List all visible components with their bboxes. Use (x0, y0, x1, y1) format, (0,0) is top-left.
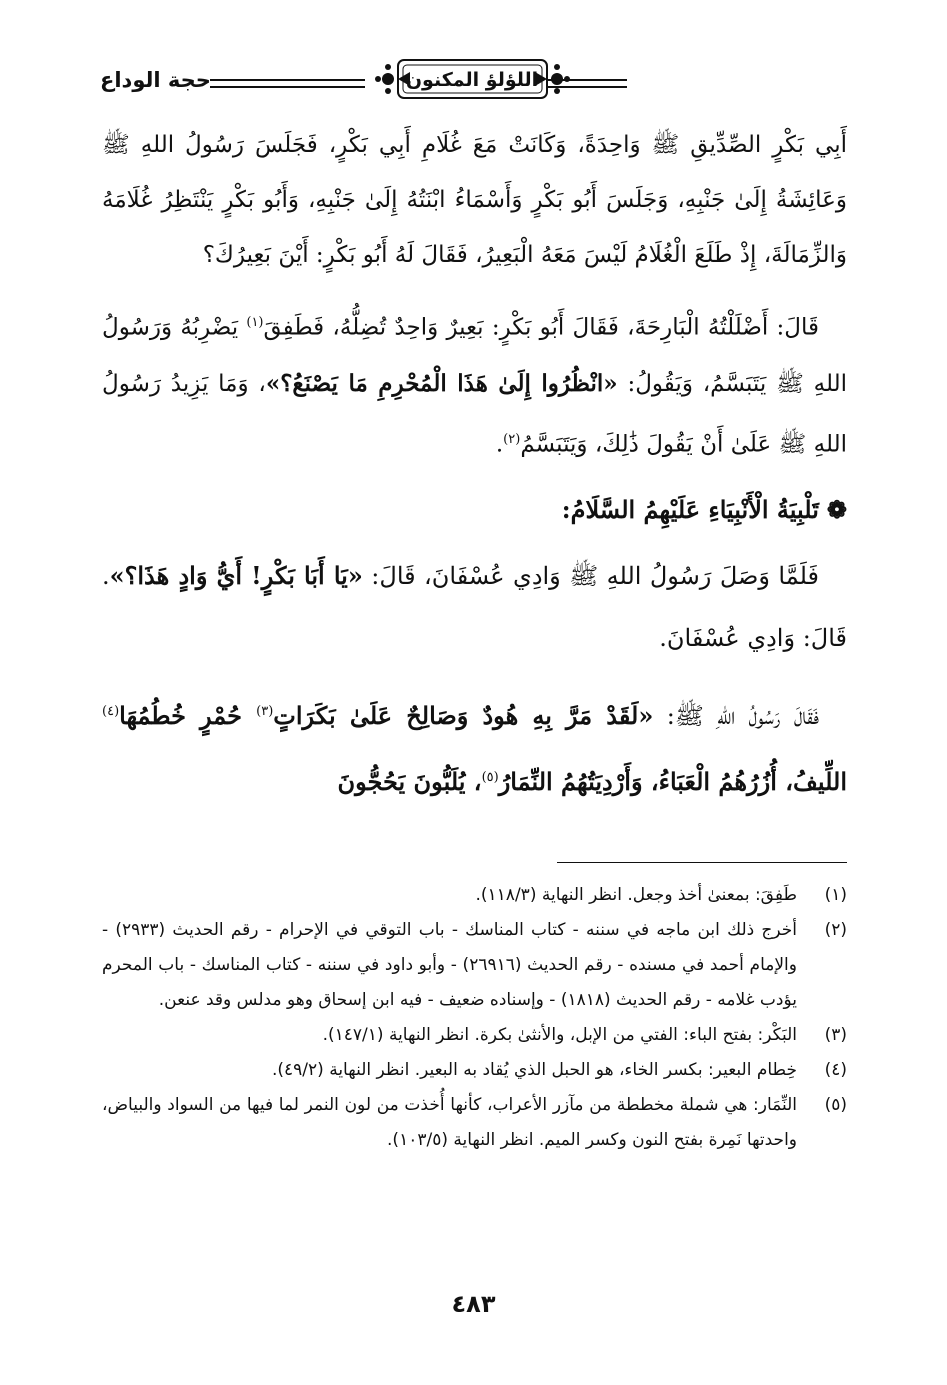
text-run: . (495, 431, 504, 458)
paragraph (102, 681, 847, 813)
footnote (102, 1018, 847, 1053)
footnote (102, 1088, 847, 1158)
flower-bullet-icon: ❁ (826, 495, 847, 525)
hadith-quote: اللِّيفُ، أُزُرُهُمُ الْعَبَاءُ، وَأَرْدِيَتُهُمُ النِّمَارُ (498, 767, 847, 797)
footnote-marker[interactable]: (٤) (102, 704, 120, 720)
text-run: فَقَالَ رَسُولُ اللهِ ﷺ: (653, 702, 819, 731)
ornamental-frame-icon (370, 50, 575, 108)
paragraph: أَبِي بَكْرٍ الصِّدِّيقِ ﷺ وَاحِدَةً، وَكَانَتْ مَعَ غُلَامِ أَبِي بَكْرٍ، فَجَلَسَ رَسُولُ اللهِ ﷺ وَعَائِشَةُ إِلَىٰ جَنْبِهِ، وَجَلَسَ أَبُو بَكْرٍ وَأَسْمَاءُ ابْنَتُهُ إِلَىٰ جَنْبِهِ، وَأَبُو بَكْرٍ يَنْتَظِرُ غُلَامَهُ وَالزِّمَالَةَ، إِذْ طَلَعَ الْغُلَامُ لَيْسَ مَعَهُ الْبَعِيرُ، فَقَالَ لَهُ أَبُو بَكْرٍ: أَيْنَ بَعِيرُكَ؟ (102, 132, 847, 268)
chapter-title: حجة الوداع (100, 68, 211, 92)
hadith-quote: ، يُلَبُّونَ يَحُجُّونَ (337, 767, 482, 797)
footnote-number: (٥) (824, 1095, 847, 1115)
footnote-marker[interactable]: (٣) (256, 704, 274, 720)
hadith-quote: «لَقَدْ مَرَّ بِهِ هُودٌ وَصَالِحٌ عَلَىٰ بَكَرَاتٍ (273, 701, 654, 731)
hadith-quote: «انْظُرُوا إِلَىٰ هَذَا الْمُحْرِمِ مَا يَصْنَعُ؟» (265, 369, 618, 397)
footnote-marker[interactable]: (٥) (481, 770, 499, 786)
section-heading (102, 482, 847, 537)
text-run: قَالَ: أَضْلَلْتُهُ الْبَارِحَةَ، فَقَالَ أَبُو بَكْرٍ: بَعِيرٌ وَاحِدٌ تُضِلُّهُ، فَطَفِقَ (263, 314, 819, 341)
main-text (102, 118, 847, 813)
footnote-number: (١) (824, 885, 847, 905)
running-header (100, 50, 845, 110)
hadith-quote: «يَا أَبَا بَكْرٍ! أَيُّ وَادٍ هَذَا؟» (109, 561, 363, 591)
paragraph (102, 295, 847, 472)
footnote-number: (٢) (824, 920, 847, 940)
text-run: . قَالَ: وَادِي عُسْفَانَ. (102, 562, 847, 653)
footnote-text: خِطام البعير: بكسر الخاء، هو الحبل الذي يُقاد به البعير. انظر النهاية (٤٩/٢). (272, 1060, 797, 1080)
footnote-text: البَكْر: بفتح الباء: الفتي من الإبل، والأنثىٰ بكرة. انظر النهاية (١٤٧/١). (322, 1025, 797, 1045)
text-run: فَلَمَّا وَصَلَ رَسُولُ اللهِ ﷺ وَادِي عُسْفَانَ، قَالَ: (362, 562, 820, 591)
text-run: ، وَمَا يَزِيدُ رَسُولُ اللهِ ﷺ عَلَىٰ أَنْ يَقُولَ ذَٰلِكَ، وَيَتَبَسَّمُ (102, 370, 847, 458)
page-number: ٤٨٣ (451, 1290, 496, 1318)
footnote-separator (557, 862, 847, 863)
footnote (102, 1053, 847, 1088)
footnote-text: أخرج ذلك ابن ماجه في سننه - كتاب المناسك - باب التوقي في الإحرام - رقم الحديث (٢٩٣٣) - والإمام أحمد في مسنده - رقم الحديث (٢٦٩١٦) - وأبو داود في سننه - كتاب المناسك - باب المحرم يؤدب غلامه - رقم الحديث (١٨١٨) - وإسناده ضعيف - فيه ابن إسحاق وهو مدلس وقد عنعن. (102, 920, 797, 1010)
footnote-text: طَفِقَ: بمعنىٰ أخذ وجعل. انظر النهاية (١١٨/٣). (475, 885, 797, 905)
paragraph (102, 545, 847, 669)
hadith-quote: حُمْرٍ خُطُمُهَا (119, 701, 257, 731)
footnotes (102, 878, 847, 1158)
footnote-number: (٣) (824, 1025, 847, 1045)
footnote-number: (٤) (824, 1060, 847, 1080)
heading-text: تَلْبِيَةُ الْأَنْبِيَاءِ عَلَيْهِمُ السَّلَامُ: (561, 495, 819, 525)
text-run: يَضْرِبُهُ وَرَسُولُ اللهِ ﷺ يَتَبَسَّمُ، وَيَقُولُ: (102, 314, 848, 397)
footnote-marker[interactable]: (١) (246, 315, 264, 330)
header-rule-left (210, 79, 365, 88)
footnote-marker[interactable]: (٢) (503, 431, 521, 447)
footnote (102, 913, 847, 1018)
footnote (102, 878, 847, 913)
book-title: اللؤلؤ المكنون (405, 69, 539, 91)
footnote-text: النِّمَار: هي شملة مخططة من مآزر الأعراب، كأنها أُخذت من لون النمر لما فيها من السواد والبياض، واحدتها نَمِرة بفتح النون وكسر الميم. انظر النهاية (١٠٣/٥). (102, 1095, 797, 1150)
